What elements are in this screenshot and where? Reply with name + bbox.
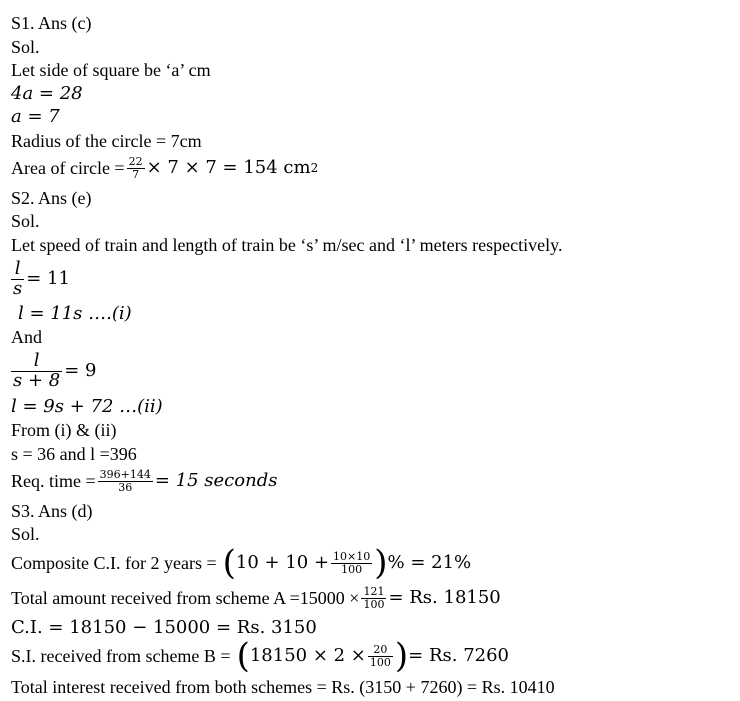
s1-equation-1: 4a = 28 — [11, 83, 83, 104]
s3-si-result: = Rs. 7260 — [408, 645, 510, 666]
s3-total-amount-numerator: 121 — [363, 584, 385, 598]
s3-si-label: S.I. received from scheme B = — [11, 646, 231, 666]
s2-req-time-numerator: 396+144 — [99, 467, 151, 481]
s3-total-amount-line — [11, 579, 501, 617]
s3-ci-close-paren: ) — [374, 543, 388, 583]
s2-from-line: From (i) & (ii) — [11, 420, 117, 440]
s2-req-time-label: Req. time = — [11, 471, 96, 491]
s1-area-exponent: 2 — [310, 161, 319, 175]
s1-statement: Let side of square be ‘a’ cm — [11, 60, 211, 80]
s1-sol-label: Sol. — [11, 37, 40, 57]
s3-ci-fraction — [331, 551, 372, 575]
s2-fraction-1 — [11, 257, 24, 299]
s3-ci-inner: 10 + 10 + — [235, 552, 330, 573]
s1-heading: S1. Ans (c) — [11, 13, 92, 33]
s3-total-interest: Total interest received from both schemes = Rs. (3150 + 7260) = Rs. 10410 — [11, 677, 555, 697]
s3-total-amount-label: Total amount received from scheme A =15000 × — [11, 588, 360, 608]
s3-heading: S3. Ans (d) — [11, 501, 93, 521]
s2-fraction-2-result: = 9 — [64, 360, 97, 381]
s2-equation-1: l = 11s ….(i) — [18, 303, 132, 324]
s2-heading: S2. Ans (e) — [11, 188, 92, 208]
s2-fraction-2-numerator: l — [11, 352, 62, 372]
s1-area-fraction — [127, 156, 145, 180]
s3-si-open-paren: ( — [236, 636, 250, 676]
s3-ci-calculation: C.I. = 18150 − 15000 = Rs. 3150 — [11, 617, 317, 638]
s3-si-close-paren: ) — [394, 636, 409, 676]
s1-equation-2: a = 7 — [11, 106, 60, 127]
s2-sol-label: Sol. — [11, 211, 40, 231]
s3-si-denominator: 100 — [369, 655, 391, 669]
s3-si-line — [11, 636, 509, 676]
s1-area-result: × 7 × 7 = 154 cm — [146, 157, 311, 178]
s2-fraction-line-1 — [11, 256, 70, 302]
s3-ci-open-paren: ( — [222, 543, 236, 583]
s2-fraction-2-denominator: s + 8 — [13, 369, 61, 391]
s3-ci-line — [11, 543, 471, 583]
s3-sol-label: Sol. — [11, 524, 40, 544]
s1-area-label: Area of circle = — [11, 158, 125, 178]
s3-ci-numerator: 10×10 — [333, 549, 371, 563]
s3-total-amount-fraction — [361, 586, 386, 610]
s3-si-fraction — [368, 644, 393, 668]
s3-si-numerator: 20 — [368, 644, 393, 657]
s2-fraction-line-2 — [11, 347, 96, 395]
s1-radius: Radius of the circle = 7cm — [11, 131, 202, 151]
s2-req-time-result: = 15 seconds — [154, 470, 278, 491]
s2-fraction-1-denominator: s — [13, 277, 23, 299]
s2-and: And — [11, 327, 42, 347]
s2-fraction-1-result: = 11 — [26, 268, 70, 289]
s2-values: s = 36 and l =396 — [11, 444, 137, 464]
s3-total-amount-denominator: 100 — [363, 597, 385, 611]
s2-equation-2: l = 9s + 72 …(ii) — [11, 396, 163, 417]
s3-ci-result: % = 21% — [387, 552, 472, 573]
s3-si-inner: 18150 × 2 × — [249, 645, 366, 666]
s3-total-amount-result: = Rs. 18150 — [388, 587, 501, 608]
s1-area-numerator: 22 — [128, 154, 143, 168]
s2-req-time-line — [11, 462, 277, 500]
s3-ci-label: Composite C.I. for 2 years = — [11, 553, 217, 573]
s2-fraction-1-numerator: l — [11, 260, 24, 280]
s2-statement: Let speed of train and length of train be ‘s’ m/sec and ‘l’ meters respectively. — [11, 235, 563, 255]
s3-ci-denominator: 100 — [341, 562, 363, 576]
s1-area-line — [11, 150, 318, 186]
s2-req-time-fraction — [98, 469, 153, 493]
s1-area-denominator: 7 — [132, 167, 140, 181]
s2-fraction-2 — [11, 349, 62, 391]
s2-req-time-denominator: 36 — [118, 480, 133, 494]
